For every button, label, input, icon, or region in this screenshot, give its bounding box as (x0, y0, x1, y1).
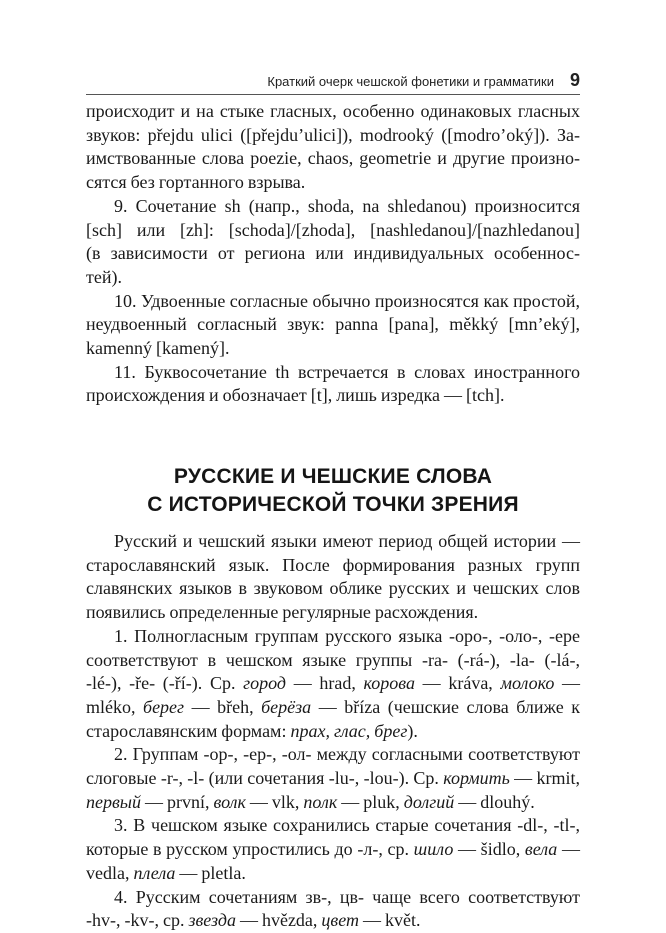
header-rule (86, 94, 580, 95)
paragraph-rule-3: 3. В чешском языке сохранились старые сочетания -dl-, -tl-, которые в русском упростились до -л-, ср. шило — šidlo, вела — vedla, плела — pletla. (86, 815, 580, 883)
page-number: 9 (569, 70, 580, 90)
paragraph-rule-1: 1. Полногласным группам русского языка -оро-, -оло-, -ере соответствуют в чешском языке группы -ra- (-rá-), -la- (-lá-, -lé-), -ře- (-ří-). Ср. город — hrad, корова — kráva, молоко — mléko, берег — břeh, берёза — bříza (чешские слова ближе к старославянским формам: прах, глас, брег). (86, 625, 581, 741)
top-text-block (86, 100, 580, 408)
paragraph-item-11: 11. Буквосочетание th встречается в словах иностранного происхождения и обозначает [t], лишь изредка — [tch]. (86, 361, 580, 406)
section-heading: РУССКИЕ И ЧЕШСКИЕ СЛОВА С ИСТОРИЧЕСКОЙ ТОЧКИ ЗРЕНИЯ (147, 465, 519, 516)
paragraph-intro: Русский и чешский языки имеют период общей истории — старославянский язык. После формирования разных групп славянских языков в звуковом облике русских и чешских слов появились определенные регулярные расхождения. (86, 531, 580, 623)
paragraph-item-10: 10. Удвоенные согласные обычно произносятся как простой, неудвоенный согласный звук: panna [pana], měkký [mn’eký], kamenný [kamený]. (86, 290, 580, 359)
paragraph-continuation: происходит и на стыке гласных, особенно одинаковых гласных звуков: přejdu ulici ([přejdu’ulici]), modrooký ([modro’oký]). За- имствованные слова poezie, chaos, geometrie и другие произно- сятся без гортанного взрыва. (86, 101, 580, 193)
running-header (267, 70, 580, 91)
paragraph-rule-4: 4. Русским сочетаниям зв-, цв- чаще всего соответствуют -hv-, -kv-, ср. звезда — hvězda, цвет — květ. (86, 886, 580, 931)
paragraph-item-9: 9. Сочетание sh (напр., shoda, na shledanou) произносится [sch] или [zh]: [schoda]/[zhoda], [nashledanou]/[nazhledanou] (в зависимости от региона или индивидуальных особеннос- тей). (86, 195, 580, 287)
running-title: Краткий очерк чешской фонетики и грамматики (267, 74, 554, 89)
bottom-text-block (86, 530, 580, 933)
paragraph-rule-2: 2. Группам -ор-, -ер-, -ол- между согласными соответствуют слоговые -r-, -l- (или сочетания -lu-, -lou-). Ср. кормить — krmit, первый — první, волк — vlk, полк — pluk, долгий — dlouhý. (86, 744, 580, 812)
